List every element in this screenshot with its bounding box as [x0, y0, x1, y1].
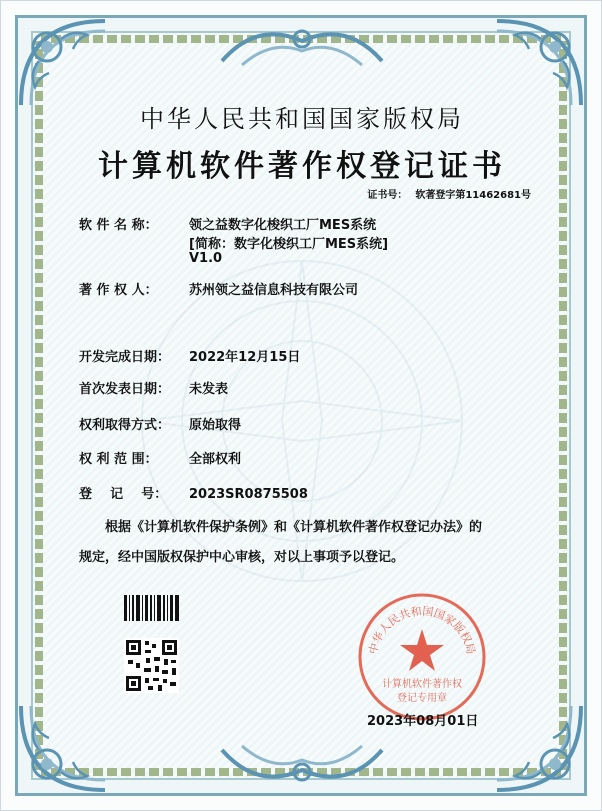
field-rights-scope — [79, 448, 241, 467]
certificate-number-label: 证书号： — [367, 190, 408, 201]
agency-title: 中华人民共和国国家版权局 — [140, 105, 464, 133]
corner-ornament-icon — [493, 702, 585, 794]
software-short-name: [简称：数字化梭织工厂MES系统] — [189, 237, 389, 252]
field-copyright-owner — [79, 279, 358, 298]
barcode-icon — [124, 595, 179, 621]
seal-inner-line-2: 登记专用章 — [397, 693, 447, 704]
top-ornament-icon — [212, 21, 392, 81]
field-label: 权 利 范 围： — [79, 452, 158, 467]
seal-ring-text: 中华人民共和国国家版权局 — [366, 604, 478, 656]
field-value: 2023SR0875508 — [189, 487, 308, 502]
corner-ornament-icon — [17, 17, 109, 109]
seal-inner-line-1: 计算机软件著作权 — [382, 679, 462, 690]
basis-line-2: 规定，经中国版权保护中心审核，对以上事项予以登记。 — [79, 550, 405, 565]
field-software-name — [79, 214, 376, 233]
field-label: 软 件 名 称： — [79, 218, 158, 233]
field-value: 苏州领之益信息科技有限公司 — [189, 283, 359, 298]
qr-code-icon — [124, 638, 179, 693]
field-registration-number — [79, 483, 308, 502]
registration-basis — [79, 513, 549, 573]
field-value: 未发表 — [189, 382, 229, 397]
issue-date: 2023年08月01日 — [367, 714, 479, 729]
star-icon — [400, 629, 444, 671]
field-label: 登 记 号： — [79, 487, 168, 502]
field-acquisition-method — [79, 414, 241, 433]
field-completion-date — [79, 346, 300, 365]
official-seal — [356, 591, 488, 723]
certificate-title: 计算机软件著作权登记证书 — [98, 149, 506, 184]
field-label: 开发完成日期： — [79, 350, 171, 365]
field-label: 权利取得方式： — [79, 418, 171, 433]
corner-ornament-icon — [493, 17, 585, 109]
corner-ornament-icon — [17, 702, 109, 794]
field-value: 全部权利 — [189, 452, 242, 467]
field-label: 首次发表日期： — [79, 382, 171, 397]
field-value: 领之益数字化梭织工厂MES系统 — [189, 218, 377, 233]
field-label: 著 作 权 人： — [79, 283, 158, 298]
certificate-number — [359, 186, 531, 201]
bottom-ornament-icon — [212, 730, 392, 790]
software-version: V1.0 — [189, 251, 223, 266]
certificate-number-value: 软著登字第11462681号 — [415, 190, 531, 201]
field-first-publication — [79, 378, 228, 397]
field-value: 原始取得 — [189, 418, 242, 433]
basis-line-1: 根据《计算机软件保护条例》和《计算机软件著作权登记办法》的 — [105, 520, 483, 535]
field-value: 2022年12月15日 — [189, 350, 301, 365]
